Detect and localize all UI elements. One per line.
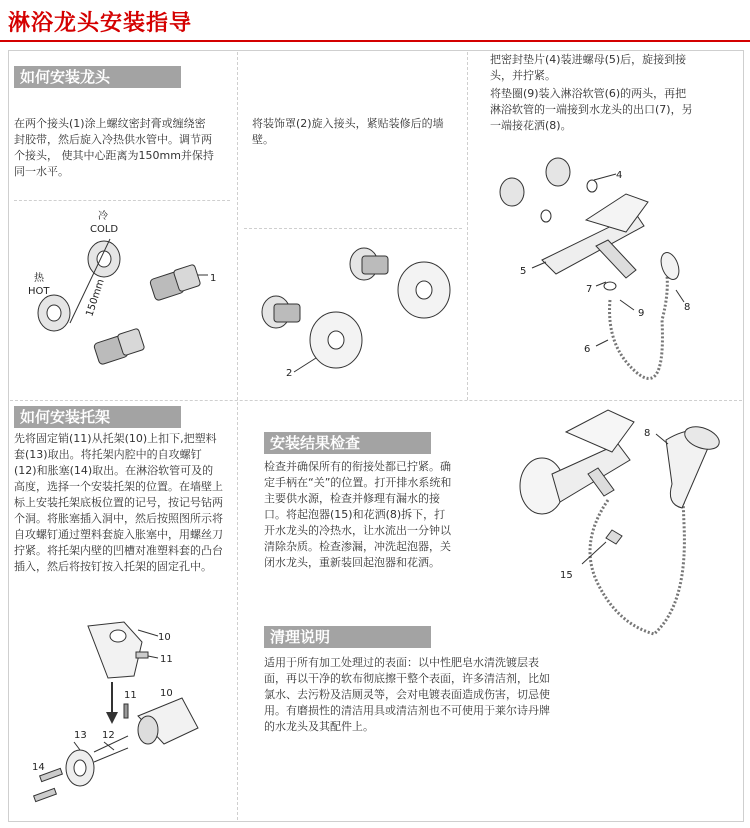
part-8-label-assembled: 8: [644, 428, 651, 439]
part-12-label: 12: [102, 730, 115, 741]
part-9-label: 9: [638, 308, 645, 319]
part-13-label: 13: [74, 730, 87, 741]
divider-top-1: [237, 52, 238, 400]
install-bracket-text: 先将固定销(11)从托架(10)上扣下,把塑料套(13)取出。将托架内腔中的自攻螺钉(12)和胀塞(14)取出。在淋浴软管可及的高度，选择一个安装托架的位置。在墙壁上标上安装托架底板位置的记号，按记号钻两个洞。将胀塞插入洞中，然后按照图所示将自攻螺钉通过塑料套旋入胀塞中，用螺丝刀拧紧。将托架内壁的凹槽对准塑料套的凸台插入，然后将按钉按入托架的固定孔中。: [14, 432, 223, 573]
install-cover-text: 将装饰罩(2)旋入接头，紧贴装修后的墙壁。: [252, 117, 444, 146]
part-7-label: 7: [586, 284, 593, 295]
part-10-label-bottom: 10: [160, 688, 173, 699]
connector-1-hot: [93, 328, 145, 365]
divider-top-2: [467, 52, 468, 400]
hot-cn-label: 热: [34, 273, 44, 284]
install-body-text-1: 把密封垫片(4)装进螺母(5)后，旋接到接头，并拧紧。: [490, 53, 687, 82]
faucet-body-diagram: [476, 150, 740, 395]
check-result-header: 安装结果检查: [264, 432, 431, 454]
part-5-label: 5: [520, 266, 527, 277]
part-1-label: 1: [210, 273, 217, 284]
decorative-cover-diagram: [244, 232, 464, 392]
cold-en-label: COLD: [90, 224, 119, 235]
part-15-label: 15: [560, 570, 573, 581]
divider-horizontal: [10, 400, 742, 401]
install-bracket-header: 如何安装托架: [14, 406, 181, 428]
part-11-label-top: 11: [160, 654, 173, 665]
page-title: 淋浴龙头安装指导: [8, 11, 193, 36]
part-8-label: 8: [684, 302, 691, 313]
install-faucet-text: 在两个接头(1)涂上螺纹密封膏或缠绕密封胶带，然后旋入冷热供水管中。调节两个接头， 使其中心距离为150mm并保持同一水平。: [14, 117, 214, 178]
hot-en-label: HOT: [28, 286, 50, 297]
install-body-text-2: 将垫圈(9)装入淋浴软管(6)的两头，再把淋浴软管的一端接到水龙头的出口(7)，另一端接花洒(8)。: [490, 87, 693, 132]
part-6-label: 6: [584, 344, 591, 355]
cleaning-text: 适用于所有加工处理过的表面：以中性肥皂水清洗镀层表面，再以干净的软布彻底擦干整个表面，许多清洁剂，比如氯水、去污粉及洁厕灵等，会对电镀表面造成伤害，切忌使用。有磨损性的清洁用具或清洁剂也不可使用于莱尔诗丹牌的水龙头及其配件上。: [264, 656, 550, 733]
faucet-connectors-diagram: [14, 205, 232, 395]
cleaning-header: 清理说明: [264, 626, 431, 648]
connector-1-cold: [149, 264, 201, 301]
check-result-text: 检查并确保所有的衔接处都已拧紧。确定手柄在“关”的位置。打开排水系统和主要供水源，检查并修理有漏水的接口。将起泡器(15)和花洒(8)拆下，打开水龙头的冷热水，让水流出一分钟以清除杂质。检查渗漏，冲洗起泡器，关闭水龙头，重新装回起泡器和花洒。: [264, 460, 452, 569]
part-10-label-top: 10: [158, 632, 171, 643]
part-11-label-bottom: 11: [124, 690, 137, 701]
bracket-diagram: [14, 612, 234, 818]
cold-cn-label: 冷: [98, 211, 108, 222]
diagram-1-rule: [14, 200, 230, 201]
part-4-label: 4: [616, 170, 623, 181]
divider-bottom: [237, 402, 238, 820]
title-underline: [0, 40, 750, 42]
assembled-faucet-diagram: [478, 404, 740, 660]
part-14-label: 14: [32, 762, 45, 773]
diagram-2-rule: [244, 228, 462, 229]
part-2-label: 2: [286, 368, 293, 379]
install-faucet-header: 如何安装龙头: [14, 66, 181, 88]
distance-label: 150mm: [84, 277, 107, 318]
